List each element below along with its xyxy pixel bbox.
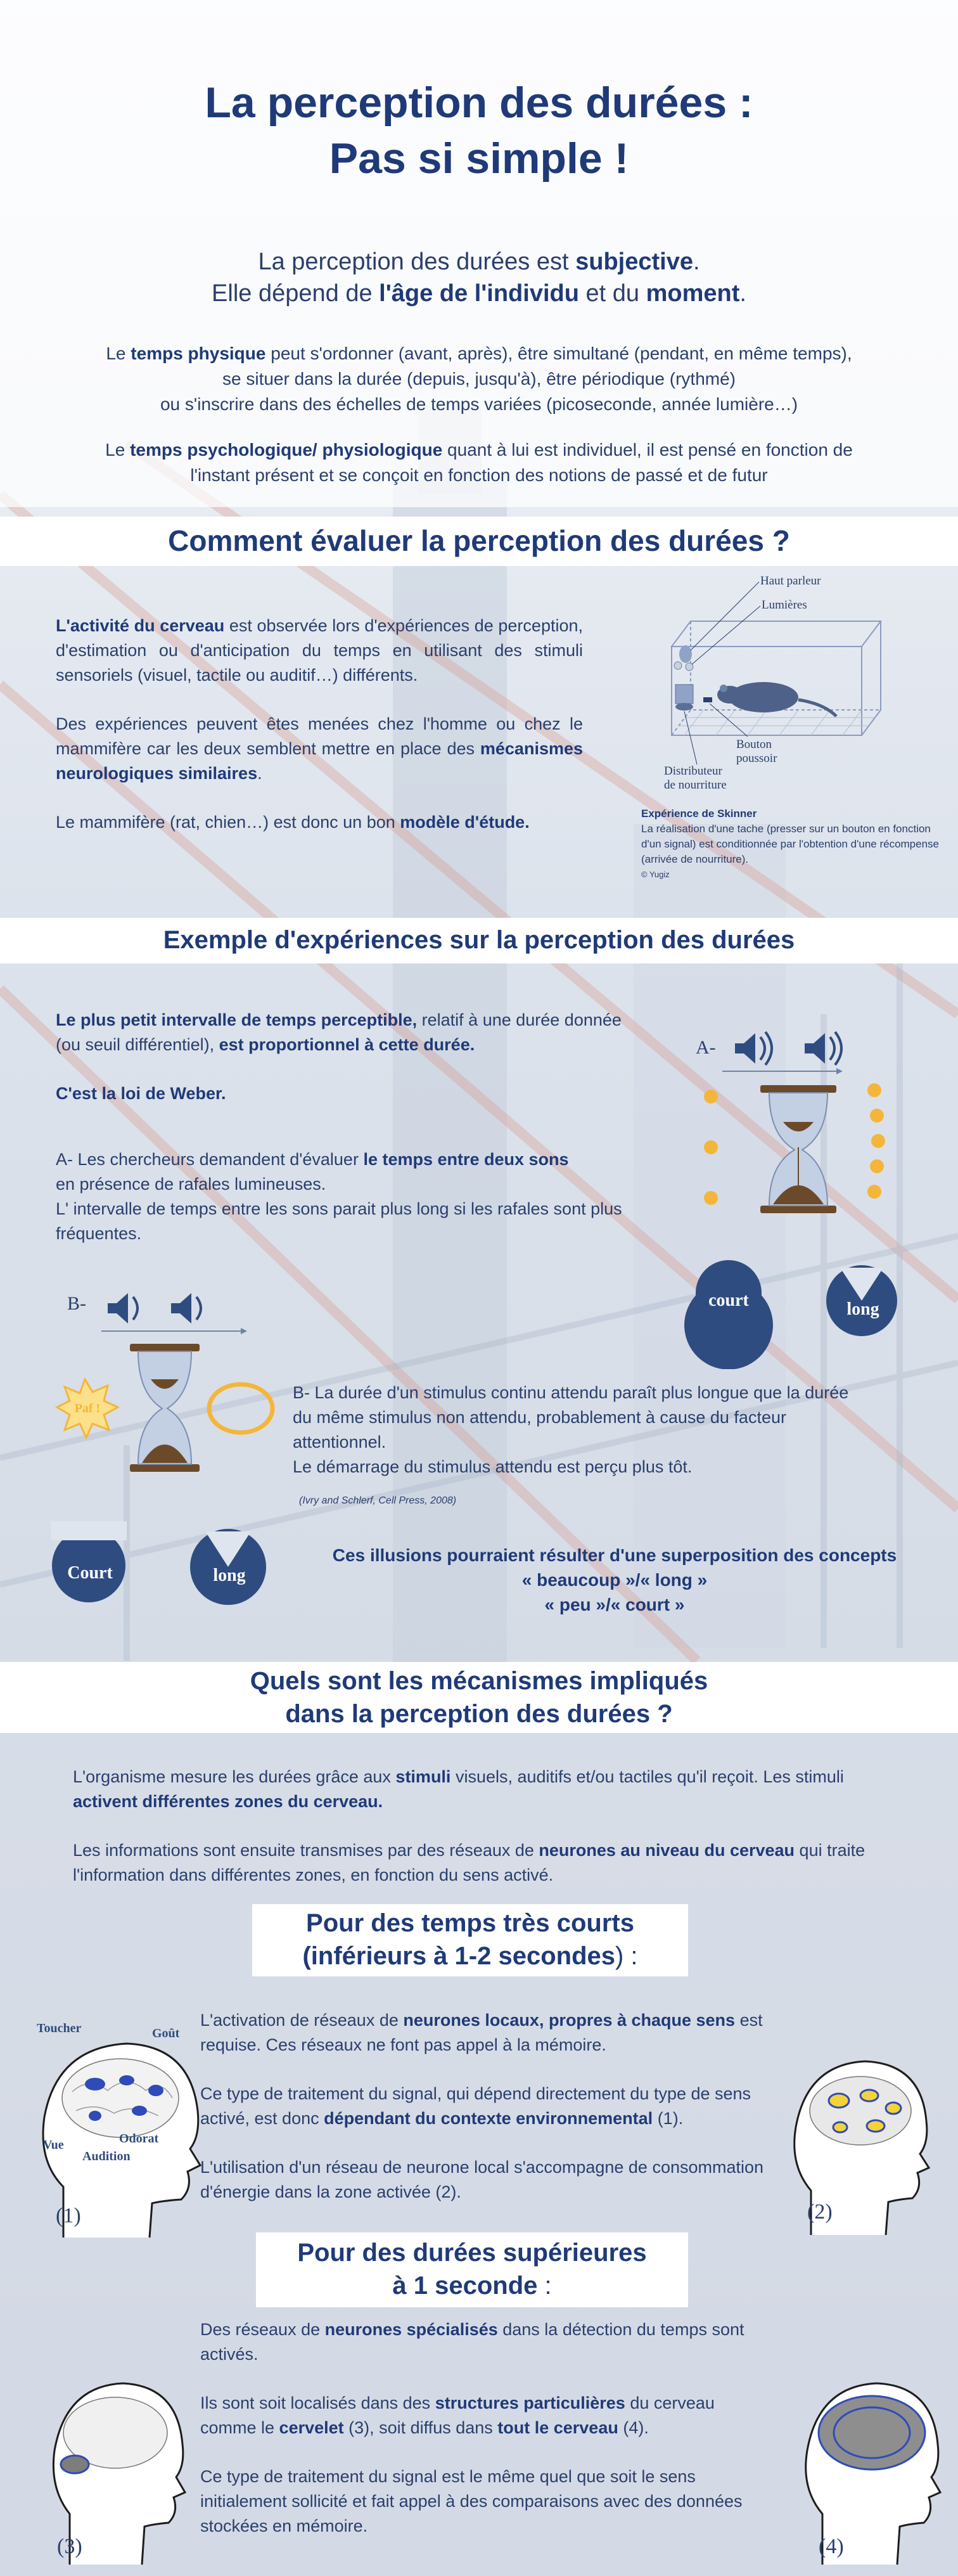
section-heading-evaluate: Comment évaluer la perception des durées ?	[168, 524, 790, 557]
dial-long-b	[190, 1529, 266, 1605]
skinner-box-figure	[653, 570, 919, 799]
skinner-caption-credit: © Yugiz	[641, 870, 670, 879]
brain-energy-head	[786, 2038, 938, 2241]
label-dispenser-line2: de nourriture	[664, 778, 727, 792]
svg-text:court: court	[708, 1291, 749, 1310]
experiment-a-paragraph: A- Les chercheurs demandent d'évaluer le temps entre deux sons en présence de rafales lumineuses. L' intervalle de temps entre les sons parait plus long si les rafales sont plus fréquentes.	[56, 1150, 622, 1243]
label-button-line2: poussoir	[736, 752, 777, 765]
head-number-2: (2)	[807, 2200, 833, 2224]
svg-text:long: long	[846, 1299, 879, 1319]
speaker-icon	[171, 1293, 201, 1323]
brain-activity-p2: Des expériences peuvent êtes menées chez l'homme ou chez le mammifère car les deux semblent mettre en place des mécanismes neurologiques similaires.	[56, 714, 583, 783]
long-durations-text: Des réseaux de neurones spécialisés dans la détection du temps sont activés. Ils sont soit localisés dans des structures particulières du cerveau comme le cervelet (3), soit diffus dans tout le cerveau (4). Ce type de traitement du signal est le même quel que soit le sens initialement sollicité et fait appel à des comparaisons avec des données stockées en mémoire.	[200, 2320, 744, 2535]
experiment-b-illustration	[51, 1274, 291, 1483]
label-smell: Odorat	[119, 2132, 159, 2146]
title-line-1: La perception des durées :	[205, 79, 753, 127]
label-speaker: Haut parleur	[760, 574, 821, 588]
illusion-statement: Ces illusions pourraient résulter d'une superposition des concepts « beaucoup »/« long » « peu »/« court »	[332, 1545, 897, 1614]
speaker-icon	[108, 1293, 137, 1323]
label-sight: Vue	[43, 2138, 64, 2152]
section-heading-examples: Exemple d'expériences sur la perception des durées	[163, 926, 795, 954]
long-durations-box: Pour des durées supérieures à 1 seconde :	[256, 2232, 688, 2307]
brain-activity-p1: L'activité du cerveau est observée lors d'expériences de perception, d'estimation ou d'anticipation du temps en utilisant des stimuli sensoriels (visuel, tactile ou auditif…) différents.	[56, 616, 583, 685]
label-touch: Toucher	[37, 2021, 82, 2035]
brain-activity-paragraph	[56, 614, 583, 835]
weber-paragraph: Le plus petit intervalle de temps perceptible, relatif à une durée donnée (ou seuil différentiel), est proportionnel à cette durée. C'est la loi de Weber.	[56, 1010, 622, 1103]
dial-court-a	[684, 1255, 773, 1369]
svg-text:Paf !: Paf !	[74, 1401, 101, 1415]
weber-law: C'est la loi de Weber.	[56, 1084, 226, 1103]
brain-activity-p3: Le mammifère (rat, chien…) est donc un bon modèle d'étude.	[56, 813, 530, 832]
experiment-b-dials	[44, 1515, 285, 1610]
speaker-icon	[805, 1032, 841, 1065]
label-b: B-	[67, 1293, 86, 1314]
label-hearing: Audition	[82, 2149, 131, 2163]
label-lights: Lumières	[762, 598, 807, 612]
head-number-3: (3)	[57, 2535, 82, 2558]
skinner-caption	[641, 806, 939, 882]
hourglass-icon	[760, 1085, 836, 1213]
head-number-4: (4)	[819, 2535, 844, 2558]
head-number-1: (1)	[56, 2204, 81, 2227]
speaker-icon	[735, 1032, 772, 1065]
page-title	[0, 75, 958, 186]
dial-court-b	[51, 1521, 127, 1602]
experiment-b-paragraph: B- La durée d'un stimulus continu attendu paraît plus longue que la durée du même stimulus non attendu, probablement à cause du facteur attentionnel. Le démarrage du stimulus attendu est perçu plus tôt. (Ivry and Schlerf, Cell Press, 2008)	[293, 1381, 863, 1513]
paf-burst-icon	[57, 1379, 118, 1438]
label-dispenser-line1: Distributeur	[664, 764, 722, 778]
subjective-intro: La perception des durées est subjective. Elle dépend de l'âge de l'individu et du moment.	[212, 248, 746, 307]
skinner-caption-text: La réalisation d'une tache (presser sur un bouton en fonction d'un signal) est conditionnée par l'obtention d'une récompense (arrivée de nourriture).	[641, 823, 939, 865]
experiment-b-reference: (Ivry and Schlerf, Cell Press, 2008)	[299, 1495, 457, 1506]
label-a: A-	[696, 1037, 716, 1058]
brain-cerebellum-head	[44, 2355, 190, 2571]
brain-diffuse-head	[797, 2355, 949, 2571]
svg-text:Court: Court	[67, 1563, 113, 1583]
label-taste: Goût	[152, 2026, 180, 2040]
mechanisms-intro: L'organisme mesure les durées grâce aux stimuli visuels, auditifs et/ou tactiles qu'il reçoit. Les stimuli activent différentes zones du cerveau. Les informations sont ensuite transmises par des réseaux de neurones au niveau du cerveau qui traite l'information dans différentes zones, en fonction du sens activé.	[73, 1767, 865, 1884]
experiment-a-illustration	[684, 1014, 950, 1369]
label-button-line1: Bouton	[736, 738, 772, 751]
section-heading-mechanisms: Quels sont les mécanismes impliqués dans la perception des durées ?	[250, 1667, 708, 1728]
title-line-2: Pas si simple !	[329, 134, 629, 183]
psychological-time-paragraph: Le temps psychologique/ physiologique quant à lui est individuel, il est pensé en fonction de l'instant présent et se conçoit en fonction des notions de passé et de futur	[105, 440, 853, 485]
hourglass-icon	[130, 1344, 200, 1472]
svg-text:long: long	[213, 1566, 246, 1585]
dial-long-a	[826, 1265, 897, 1336]
physical-time-paragraph: Le temps physique peut s'ordonner (avant, après), être simultané (pendant, en même temps), se situer dans la durée (depuis, jusqu'à), être périodique (rythmé) ou s'inscrire dans des échelles de temps variées (picoseconde, année lumière…)	[106, 344, 852, 414]
short-durations-box: Pour des temps très courts (inférieurs à 1-2 secondes) :	[252, 1904, 688, 1976]
brain-senses-head	[32, 2016, 209, 2244]
short-durations-text: L'activation de réseaux de neurones locaux, propres à chaque sens est requise. Ces réseaux ne font pas appel à la mémoire. Ce type de traitement du signal, qui dépend directement du type de sens activé, est donc dépendant du contexte environnemental (1). L'utilisation d'un réseau de neurone local s'accompagne de consommation d'énergie dans la zone activée (2).	[200, 2011, 764, 2201]
skinner-caption-title: Expérience de Skinner	[641, 808, 757, 820]
light-ring-icon	[209, 1384, 272, 1433]
